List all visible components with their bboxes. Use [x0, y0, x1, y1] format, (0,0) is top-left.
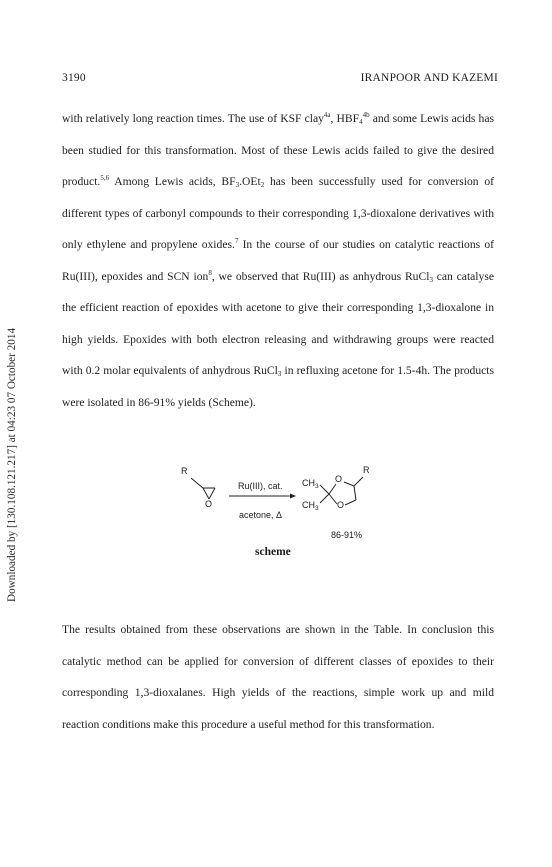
r-substituent-bond [354, 477, 363, 486]
scheme-caption: scheme [255, 546, 291, 558]
epoxide-co-bond [209, 488, 215, 499]
text-run: , HBF [330, 112, 360, 125]
subscript: 4 [359, 118, 363, 126]
citation-superscript: 4b [362, 111, 370, 119]
yield-label: 86-91% [331, 530, 363, 540]
ring-bond [354, 486, 356, 500]
epoxide-co-bond [203, 488, 209, 499]
running-head-authors: IRANPOOR AND KAZEMI [360, 72, 498, 84]
methyl-bond [320, 494, 329, 503]
r-substituent-bond [191, 478, 203, 488]
body-paragraph-2: The results obtained from these observations are shown in the Table. In conclusion this catalytic method can be applied for conversion of different classes of epoxides to their corresponding 1,3-dioxalanes. High yields of the reactions, simple work up and mild reaction conditions make this procedure a useful method for this transformation. [62, 623, 494, 731]
subscript: 3 [429, 275, 433, 284]
text-run: has been successfully used for conversion of different types of carbonyl compounds to their corresponding 1,3-dioxalone derivatives with only ethylene and propylene oxides. [62, 175, 494, 251]
ring-bond [329, 494, 337, 504]
ring-oxygen-label: O [337, 500, 345, 510]
page-number: 3190 [62, 72, 86, 84]
text-run: in refluxing acetone for 1.5-4h. The products were isolated in 86-91% yields (Scheme). [62, 364, 494, 409]
reactant-r-label: R [181, 466, 188, 476]
ring-bond [344, 482, 354, 486]
product-r-label: R [363, 465, 370, 475]
text-run: Among Lewis acids, BF [109, 175, 236, 188]
methyl-label: $CH_3$ [302, 478, 319, 490]
citation-superscript: 5,6 [100, 174, 110, 182]
citation-superscript: 8 [208, 268, 212, 277]
ring-bond [345, 500, 356, 505]
text-run: and some Lewis acids has been studied for this transformation. Most of these Lewis acids failed to give the desired product. [62, 112, 494, 188]
conditions-label: acetone, Δ [239, 510, 283, 520]
text-run: .OEt [239, 175, 261, 188]
text-run: , we observed that Ru(III) as anhydrous RuCl [211, 269, 430, 283]
text-run: In the course of our studies on catalytic reactions of Ru(III), epoxides and SCN ion [62, 238, 494, 283]
text-run: with relatively long reaction times. The use of KSF clay [62, 112, 324, 125]
subscript: 2 [260, 181, 265, 189]
subscript: 3 [235, 181, 240, 189]
citation-superscript: 7 [234, 237, 239, 245]
epoxide-oxygen-label: O [205, 499, 213, 509]
methyl-label: $CH_3$ [302, 500, 319, 512]
subscript: 3 [277, 370, 282, 378]
reaction-arrow-head [290, 494, 296, 499]
methyl-bond [320, 485, 329, 494]
download-watermark: Downloaded by [130.108.121.217] at 04:23 07 October 2014 [6, 327, 18, 602]
reagent-label: Ru(III), cat. [238, 481, 283, 491]
ring-oxygen-label: O [335, 474, 343, 484]
citation-superscript: 4a [323, 111, 331, 119]
text-run: can catalyse the efficient reaction of epoxides with acetone to give their corresponding 1,3-dioxalone in high yields. Epoxides with both electron releasing and withdrawing groups were reacted with 0.2 molar equivalents of anhydrous RuCl [62, 269, 494, 377]
ring-bond [329, 484, 336, 494]
